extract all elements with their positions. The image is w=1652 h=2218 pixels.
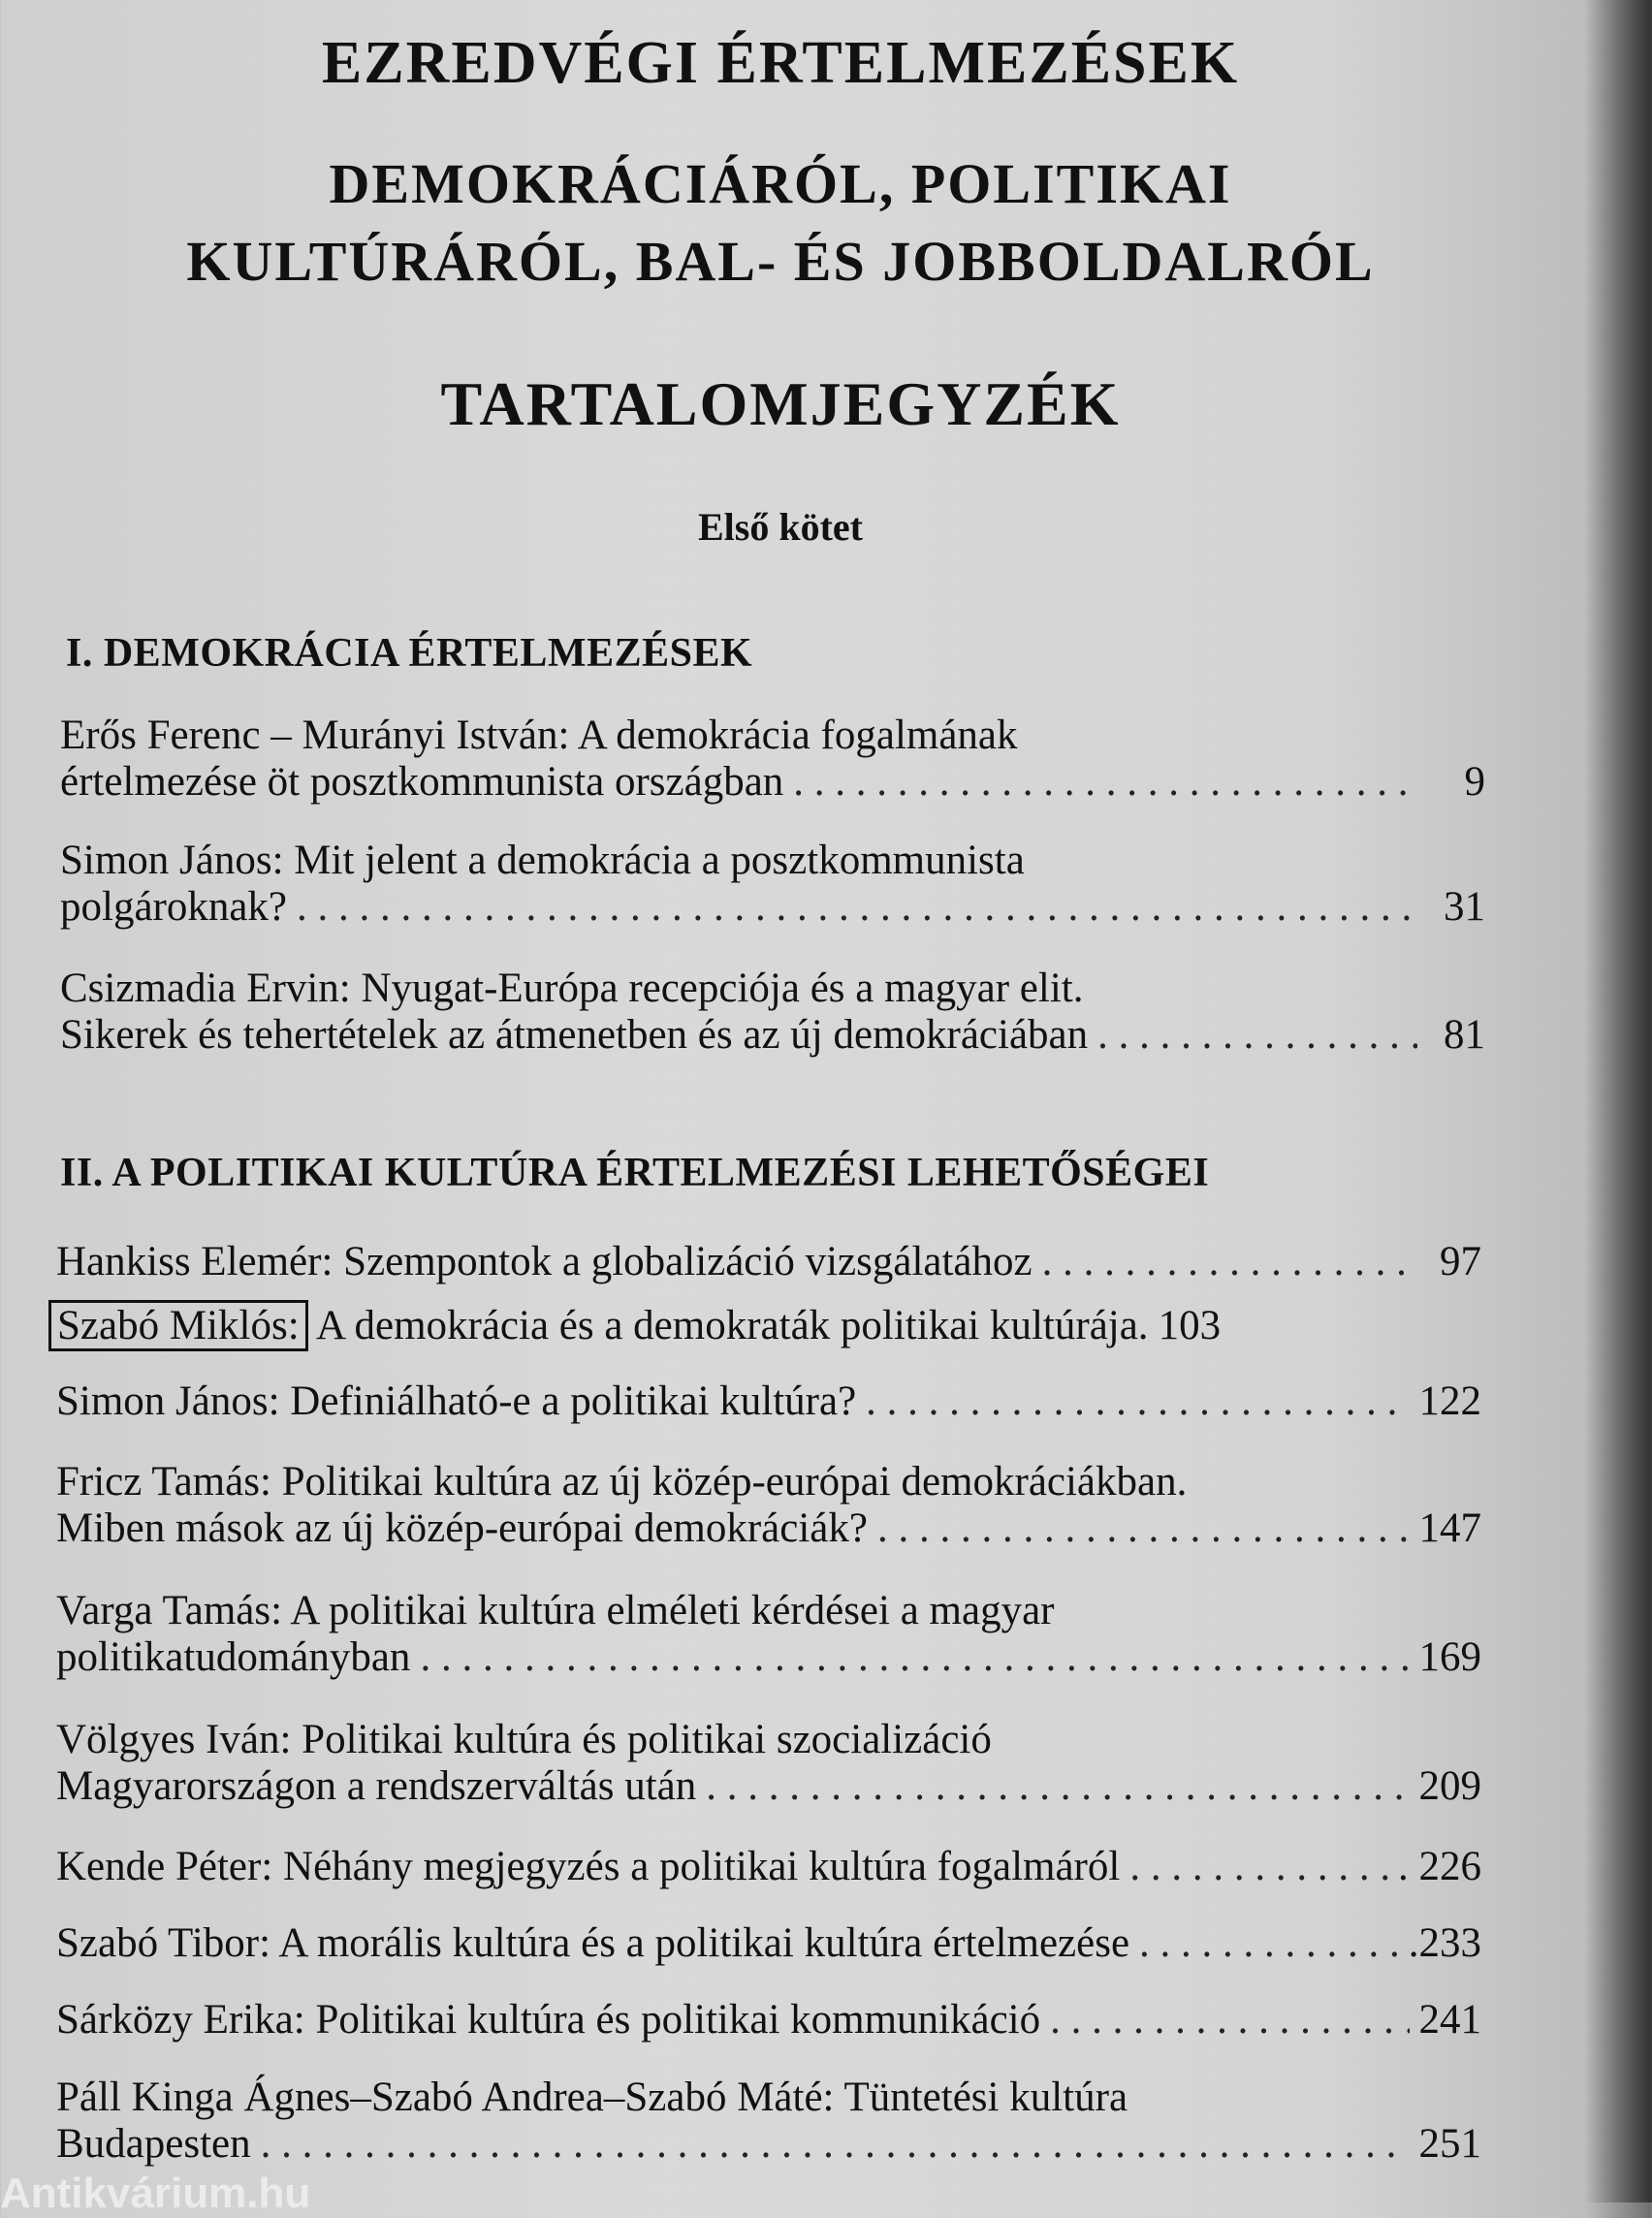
- leader-dots: [1129, 1844, 1388, 1890]
- boxed-author: Szabó Miklós:: [48, 1300, 308, 1351]
- leader-dots: [706, 1763, 1409, 1810]
- toc-entry: [56, 2075, 1481, 2168]
- entry-line-2: értelmezése öt posztkommunista országban: [60, 759, 784, 805]
- leader-dots: [1050, 1997, 1409, 2044]
- section-heading-1: I. DEMOKRÁCIA ÉRTELMEZÉSEK: [66, 631, 753, 676]
- entry-line-1: Varga Tamás: A politikai kultúra elméleti kérdései a magyar: [56, 1588, 1055, 1633]
- entry-line-2: polgároknak?: [60, 884, 288, 930]
- toc-entry: [56, 1378, 1481, 1425]
- page-number: 169: [1418, 1634, 1481, 1680]
- entry-line-1: Hankiss Elemér: Szempontok a globalizáció vizsgálatához: [56, 1239, 1032, 1284]
- leader-dots: [1097, 1012, 1417, 1059]
- section-heading-2: II. A POLITIKAI KULTÚRA ÉRTELMEZÉSI LEHETŐSÉGEI: [60, 1151, 1210, 1195]
- entry-line-1: Sárközy Erika: Politikai kultúra és politikai kommunikáció: [56, 1997, 1041, 2043]
- entry-line-1: Páll Kinga Ágnes–Szabó Andrea–Szabó Máté: Tüntetési kultúra: [56, 2075, 1128, 2120]
- entry-line-1: Simon János: Mit jelent a demokrácia a posztkommunista: [60, 838, 1025, 883]
- entry-line-2: Budapesten: [56, 2121, 251, 2167]
- leader-dots: [1139, 1920, 1399, 1967]
- entry-line-2: Sikerek és tehertételek az átmenetben és az új demokráciában: [60, 1012, 1089, 1058]
- page-number: 241: [1418, 1997, 1481, 2043]
- volume-label: Első kötet: [698, 505, 863, 549]
- page-number: 122: [1418, 1378, 1481, 1424]
- page-number: 147: [1418, 1505, 1481, 1551]
- page-number: 97: [1440, 1239, 1481, 1284]
- entry-line-1: Fricz Tamás: Politikai kultúra az új közép-európai demokráciákban.: [56, 1459, 1188, 1505]
- toc-entry: [60, 838, 1485, 931]
- toc-entry: [56, 1997, 1481, 2044]
- subtitle-line-1: DEMOKRÁCIÁRÓL, POLITIKAI: [329, 152, 1232, 215]
- leader-dots: [261, 2121, 1410, 2168]
- page-number: 209: [1418, 1763, 1481, 1809]
- leader-dots: [1042, 1239, 1414, 1285]
- page-number: 251: [1418, 2121, 1481, 2167]
- page-number: 9: [1464, 759, 1485, 805]
- toc-heading: TARTALOMJEGYZÉK: [440, 369, 1121, 438]
- book-title: EZREDVÉGI ÉRTELMEZÉSEK: [321, 30, 1240, 96]
- leader-dots: [420, 1634, 1409, 1681]
- entry-title: A demokrácia és a demokraták politikai kultúrája.: [316, 1303, 1149, 1348]
- page-number: .233: [1408, 1920, 1481, 1966]
- toc-entry: [56, 1588, 1481, 1681]
- entry-line-1: Erős Ferenc – Murányi István: A demokrácia fogalmának: [60, 713, 1018, 758]
- page-number: . 226: [1398, 1844, 1481, 1889]
- toc-entry: [60, 713, 1485, 806]
- page-edge-shadow: [1584, 0, 1652, 2202]
- toc-entry: [56, 1459, 1481, 1552]
- toc-entry: [56, 1239, 1481, 1285]
- entry-line-2: Miben mások az új közép-európai demokráciák?: [56, 1505, 868, 1551]
- watermark: Antikvárium.hu: [0, 2170, 311, 2217]
- leader-dots: [793, 759, 1417, 806]
- toc-entry: [56, 1844, 1481, 1890]
- entry-line-2: politikatudományban: [56, 1634, 411, 1680]
- leader-dots: [866, 1378, 1409, 1425]
- page-number: 31: [1444, 884, 1485, 930]
- entry-line-1: Simon János: Definiálható-e a politikai kultúra?: [56, 1378, 857, 1424]
- page-number: 103: [1158, 1303, 1222, 1348]
- toc-entry-highlighted: [56, 1303, 1481, 1349]
- entry-line-1: Csizmadia Ervin: Nyugat-Európa recepciója és a magyar elit.: [60, 966, 1084, 1011]
- toc-entry: [60, 966, 1485, 1059]
- leader-dots: [877, 1505, 1410, 1552]
- page-number: 81: [1444, 1012, 1485, 1058]
- leader-dots: [297, 884, 1417, 931]
- toc-entry: [56, 1920, 1481, 1967]
- entry-line-1: Völgyes Iván: Politikai kultúra és politikai szocializáció: [56, 1717, 992, 1762]
- entry-line-1: Szabó Tibor: A morális kultúra és a politikai kultúra értelmezése: [56, 1920, 1130, 1966]
- toc-entry: [56, 1717, 1481, 1810]
- subtitle-line-2: KULTÚRÁRÓL, BAL- ÉS JOBBOLDALRÓL: [186, 230, 1375, 293]
- entry-line-2: Magyarországon a rendszerváltás után: [56, 1763, 697, 1809]
- entry-line-1: Kende Péter: Néhány megjegyzés a politikai kultúra fogalmáról: [56, 1844, 1121, 1889]
- book-subtitle: [0, 145, 1561, 301]
